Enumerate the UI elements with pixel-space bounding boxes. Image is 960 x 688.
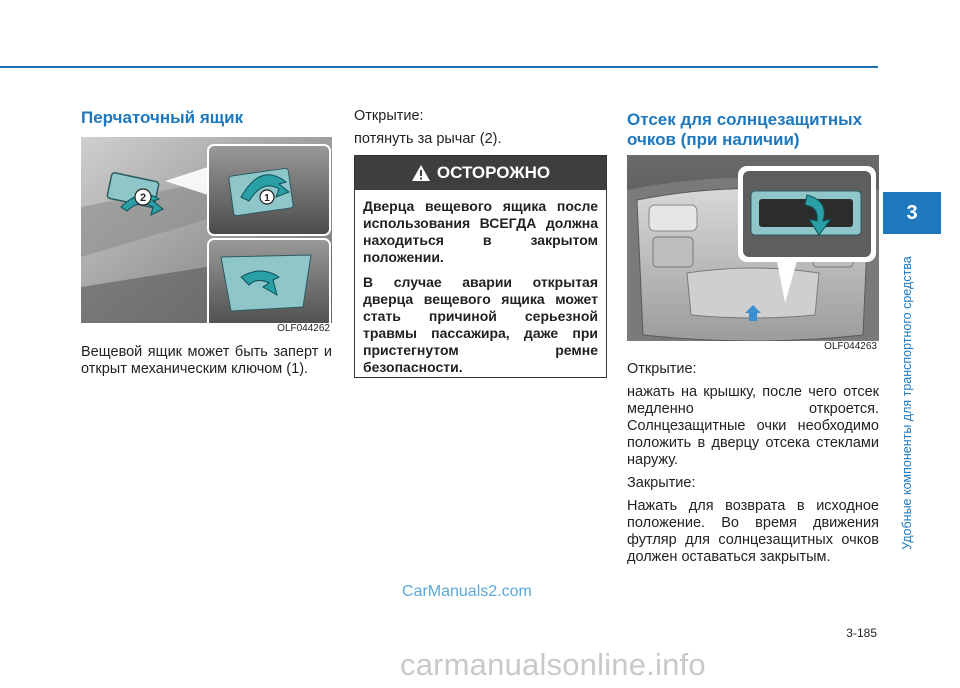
glove-open-label: Открытие: bbox=[354, 108, 424, 124]
glove-box-figure-code-strip bbox=[81, 323, 332, 336]
warning-triangle-icon bbox=[411, 164, 431, 182]
middle-text bbox=[354, 108, 606, 154]
glove-box-heading: Перчаточный ящик bbox=[81, 108, 244, 127]
page-number: 3-185 bbox=[846, 626, 877, 640]
callout-2: 2 bbox=[139, 192, 147, 204]
glove-open-text: потянуть за рычаг (2). bbox=[354, 131, 502, 147]
sunglasses-illustration bbox=[627, 155, 879, 353]
carmanuals-watermark[interactable]: CarManuals2.com bbox=[402, 583, 532, 600]
callout-1: 1 bbox=[264, 193, 270, 204]
sunglasses-close-text: Нажать для возврата в исходное положение. Во время движения футляр для солнцезащитных очков должен оставаться закрытым. bbox=[627, 498, 879, 565]
glove-box-description: Вещевой ящик может быть заперт и открыт механическим ключом (1). bbox=[81, 344, 332, 377]
sunglasses-figure-code: OLF044263 bbox=[824, 341, 877, 352]
warning-header bbox=[355, 156, 606, 190]
chapter-title: Удобные компоненты для транспортного средства bbox=[900, 256, 914, 550]
warning-box bbox=[354, 155, 607, 378]
warning-body bbox=[355, 190, 606, 376]
sunglasses-open-text: нажать на крышку, после чего отсек медленно откроется. Солнцезащитные очки необходимо положить в дверцу отсека стеклами наружу. bbox=[627, 384, 879, 468]
warning-paragraph-1: Дверца вещевого ящика после использования ВСЕГДА должна находиться в закрытом положении. bbox=[363, 198, 598, 265]
chapter-title-vertical bbox=[898, 238, 922, 568]
warning-title: ОСТОРОЖНО bbox=[436, 163, 551, 182]
glove-box-illustration bbox=[81, 137, 332, 335]
chapter-number-tab: 3 bbox=[883, 192, 941, 234]
glove-box-figure-code: OLF044262 bbox=[277, 323, 330, 334]
carmanualsonline-watermark[interactable]: carmanualsonline.info bbox=[400, 647, 706, 682]
sunglasses-heading: Отсек для солнцезащитных очков (при наличии) bbox=[627, 110, 863, 149]
sunglasses-text bbox=[627, 361, 879, 572]
sunglasses-close-label: Закрытие: bbox=[627, 475, 696, 491]
sunglasses-figure-code-strip bbox=[627, 341, 879, 354]
top-rule bbox=[0, 66, 878, 68]
sunglasses-open-label: Открытие: bbox=[627, 361, 697, 377]
warning-paragraph-2: В случае аварии открытая дверца вещевого ящика может стать причиной серьезной травмы пассажира, даже при пристегнутом ремне безопасности. bbox=[363, 274, 598, 375]
